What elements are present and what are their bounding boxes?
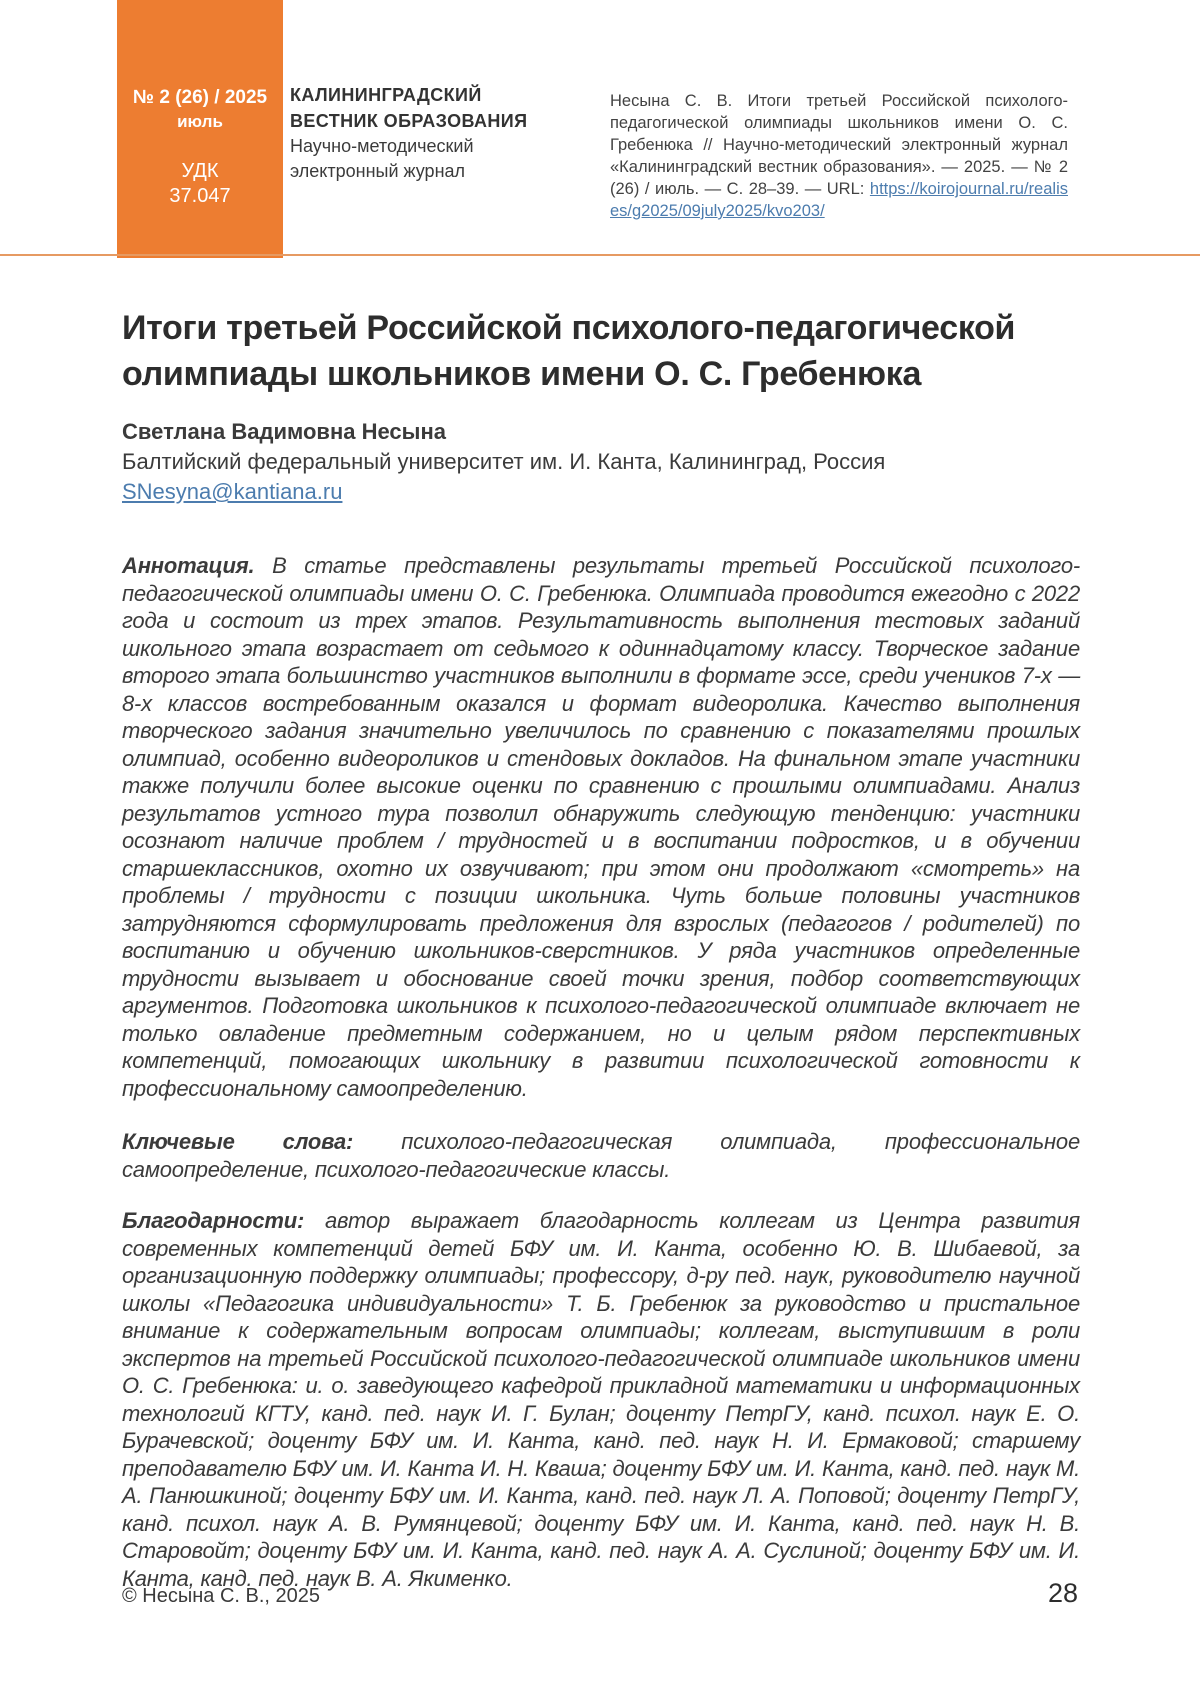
- abstract-label: Аннотация.: [122, 553, 255, 578]
- journal-title-line-1: КАЛИНИНГРАДСКИЙ: [290, 85, 482, 105]
- journal-subtitle-line-1: Научно-методический: [290, 136, 474, 156]
- citation-block: [610, 90, 1068, 222]
- abstract-paragraph: [122, 552, 1080, 1102]
- journal-name-block: [290, 82, 527, 184]
- citation-text: Несына С. В. Итоги третьей Российской психолого-педагогической олимпиады школьников имени О. С. Гребенюка // Научно-методический электронный журнал «Калининградский вестник образования». — 2025. — № 2 (26) / июль. — С. 28–39. — URL:: [610, 92, 1068, 198]
- citation-url-link[interactable]: https://koirojournal.ru/realises/g2025/09july2025/kvo203/: [610, 180, 1068, 220]
- article-title: Итоги третьей Российской психолого-педагогической олимпиады школьников имени О. С. Гребенюка: [122, 309, 1016, 393]
- acknowledgments-text: автор выражает благодарность коллегам из Центра развития современных компетенций детей БФУ им. И. Канта, особенно Ю. В. Шибаевой, за организационную поддержку олимпиады; профессору, д-ру пед. наук, руководителю научной школы «Педагогика индивидуальности» Т. Б. Гребенюк за руководство и пристальное внимание к содержательным вопросам олимпиады; коллегам, выступившим в роли экспертов на третьей Российской психолого-педагогической олимпиаде школьников имени О. С. Гребенюка: и. о. заведующего кафедрой прикладной математики и информационных технологий КГТУ, канд. пед. наук И. Г. Булан; доценту ПетрГУ, канд. психол. наук Е. О. Бурачевской; доценту БФУ им. И. Канта, канд. пед. наук Н. И. Ермаковой; старшему преподавателю БФУ им. И. Канта И. Н. Кваша; доценту БФУ им. И. Канта, канд. пед. наук М. А. Панюшкиной; доценту БФУ им. И. Канта, канд. пед. наук Л. А. Поповой; доценту ПетрГУ, канд. психол. наук А. В. Румянцевой; доценту БФУ им. И. Канта, канд. пед. наук Н. В. Старовойт; доценту БФУ им. И. Канта, канд. пед. наук А. А. Суслиной; доценту БФУ им. И. Канта, канд. пед. наук В. А. Якименко.: [122, 1208, 1080, 1591]
- issue-number: № 2 (26) / 2025: [132, 87, 268, 108]
- author-email-link[interactable]: SNesyna@kantiana.ru: [122, 479, 343, 504]
- journal-title-line-2: ВЕСТНИК ОБРАЗОВАНИЯ: [290, 111, 528, 131]
- abstract-text: В статье представлены результаты третьей Российской психолого-педагогической олимпиады имени О. С. Гребенюка. Олимпиада проводится ежегодно с 2022 года и состоит из трех этапов. Результативность выполнения тестовых заданий школьного этапа возрастает от седьмого к одиннадцатому классу. Творческое задание второго этапа большинство участников выполнили в формате эссе, среди учеников 7-х — 8-х классов востребованным оказался и формат видеоролика. Качество выполнения творческого задания значительно увеличилось по сравнению с показателями прошлых олимпиад, особенно видеороликов и стендовых докладов. На финальном этапе участники также получили более высокие оценки по сравнению с прошлыми олимпиадами. Анализ результатов устного тура позволил обнаружить следующую тенденцию: участники осознают наличие проблем / трудностей и в воспитании подростков, и в обучении старшеклассников, охотно их озвучивают; при этом они продолжают «смотреть» на проблемы / трудности с позиции школьника. Чуть больше половины участников затрудняются сформулировать предложения для взрослых (педагогов / родителей) по воспитанию и обучению школьников-сверстников. У ряда участников определенные трудности вызывает и обоснование своей точки зрения, подбор соответствующих аргументов. Подготовка школьников к психолого-педагогической олимпиаде включает не только овладение предметным содержанием, но и целым рядом перспективных компетенций, помогающих школьнику в развитии психологической готовности к профессиональному самоопределению.: [122, 553, 1080, 1101]
- issue-month: июль: [177, 112, 223, 131]
- page-footer: [122, 1578, 1078, 1609]
- acknowledgments-paragraph: [122, 1207, 1080, 1592]
- acknowledgments-label: Благодарности:: [122, 1208, 305, 1233]
- keywords-label: Ключевые слова:: [122, 1129, 354, 1154]
- issue-box: [117, 0, 283, 258]
- author-name: Светлана Вадимовна Несына: [122, 419, 446, 444]
- author-block: [122, 417, 1080, 507]
- keywords-text: психолого-педагогическая олимпиада, профессиональное самоопределение, психолого-педагогические классы.: [122, 1129, 1080, 1182]
- journal-subtitle-line-2: электронный журнал: [290, 161, 466, 181]
- header-divider-rule: [0, 254, 1200, 256]
- udc-value: 37.047: [169, 185, 231, 207]
- author-affiliation: Балтийский федеральный университет им. И. Канта, Калининград, Россия: [122, 449, 886, 474]
- keywords-paragraph: [122, 1128, 1080, 1183]
- page-number: 28: [1047, 1578, 1078, 1608]
- article-content: [122, 305, 1080, 1592]
- udc-label: УДК: [181, 160, 219, 182]
- copyright-notice: © Несына С. В., 2025: [122, 1585, 321, 1607]
